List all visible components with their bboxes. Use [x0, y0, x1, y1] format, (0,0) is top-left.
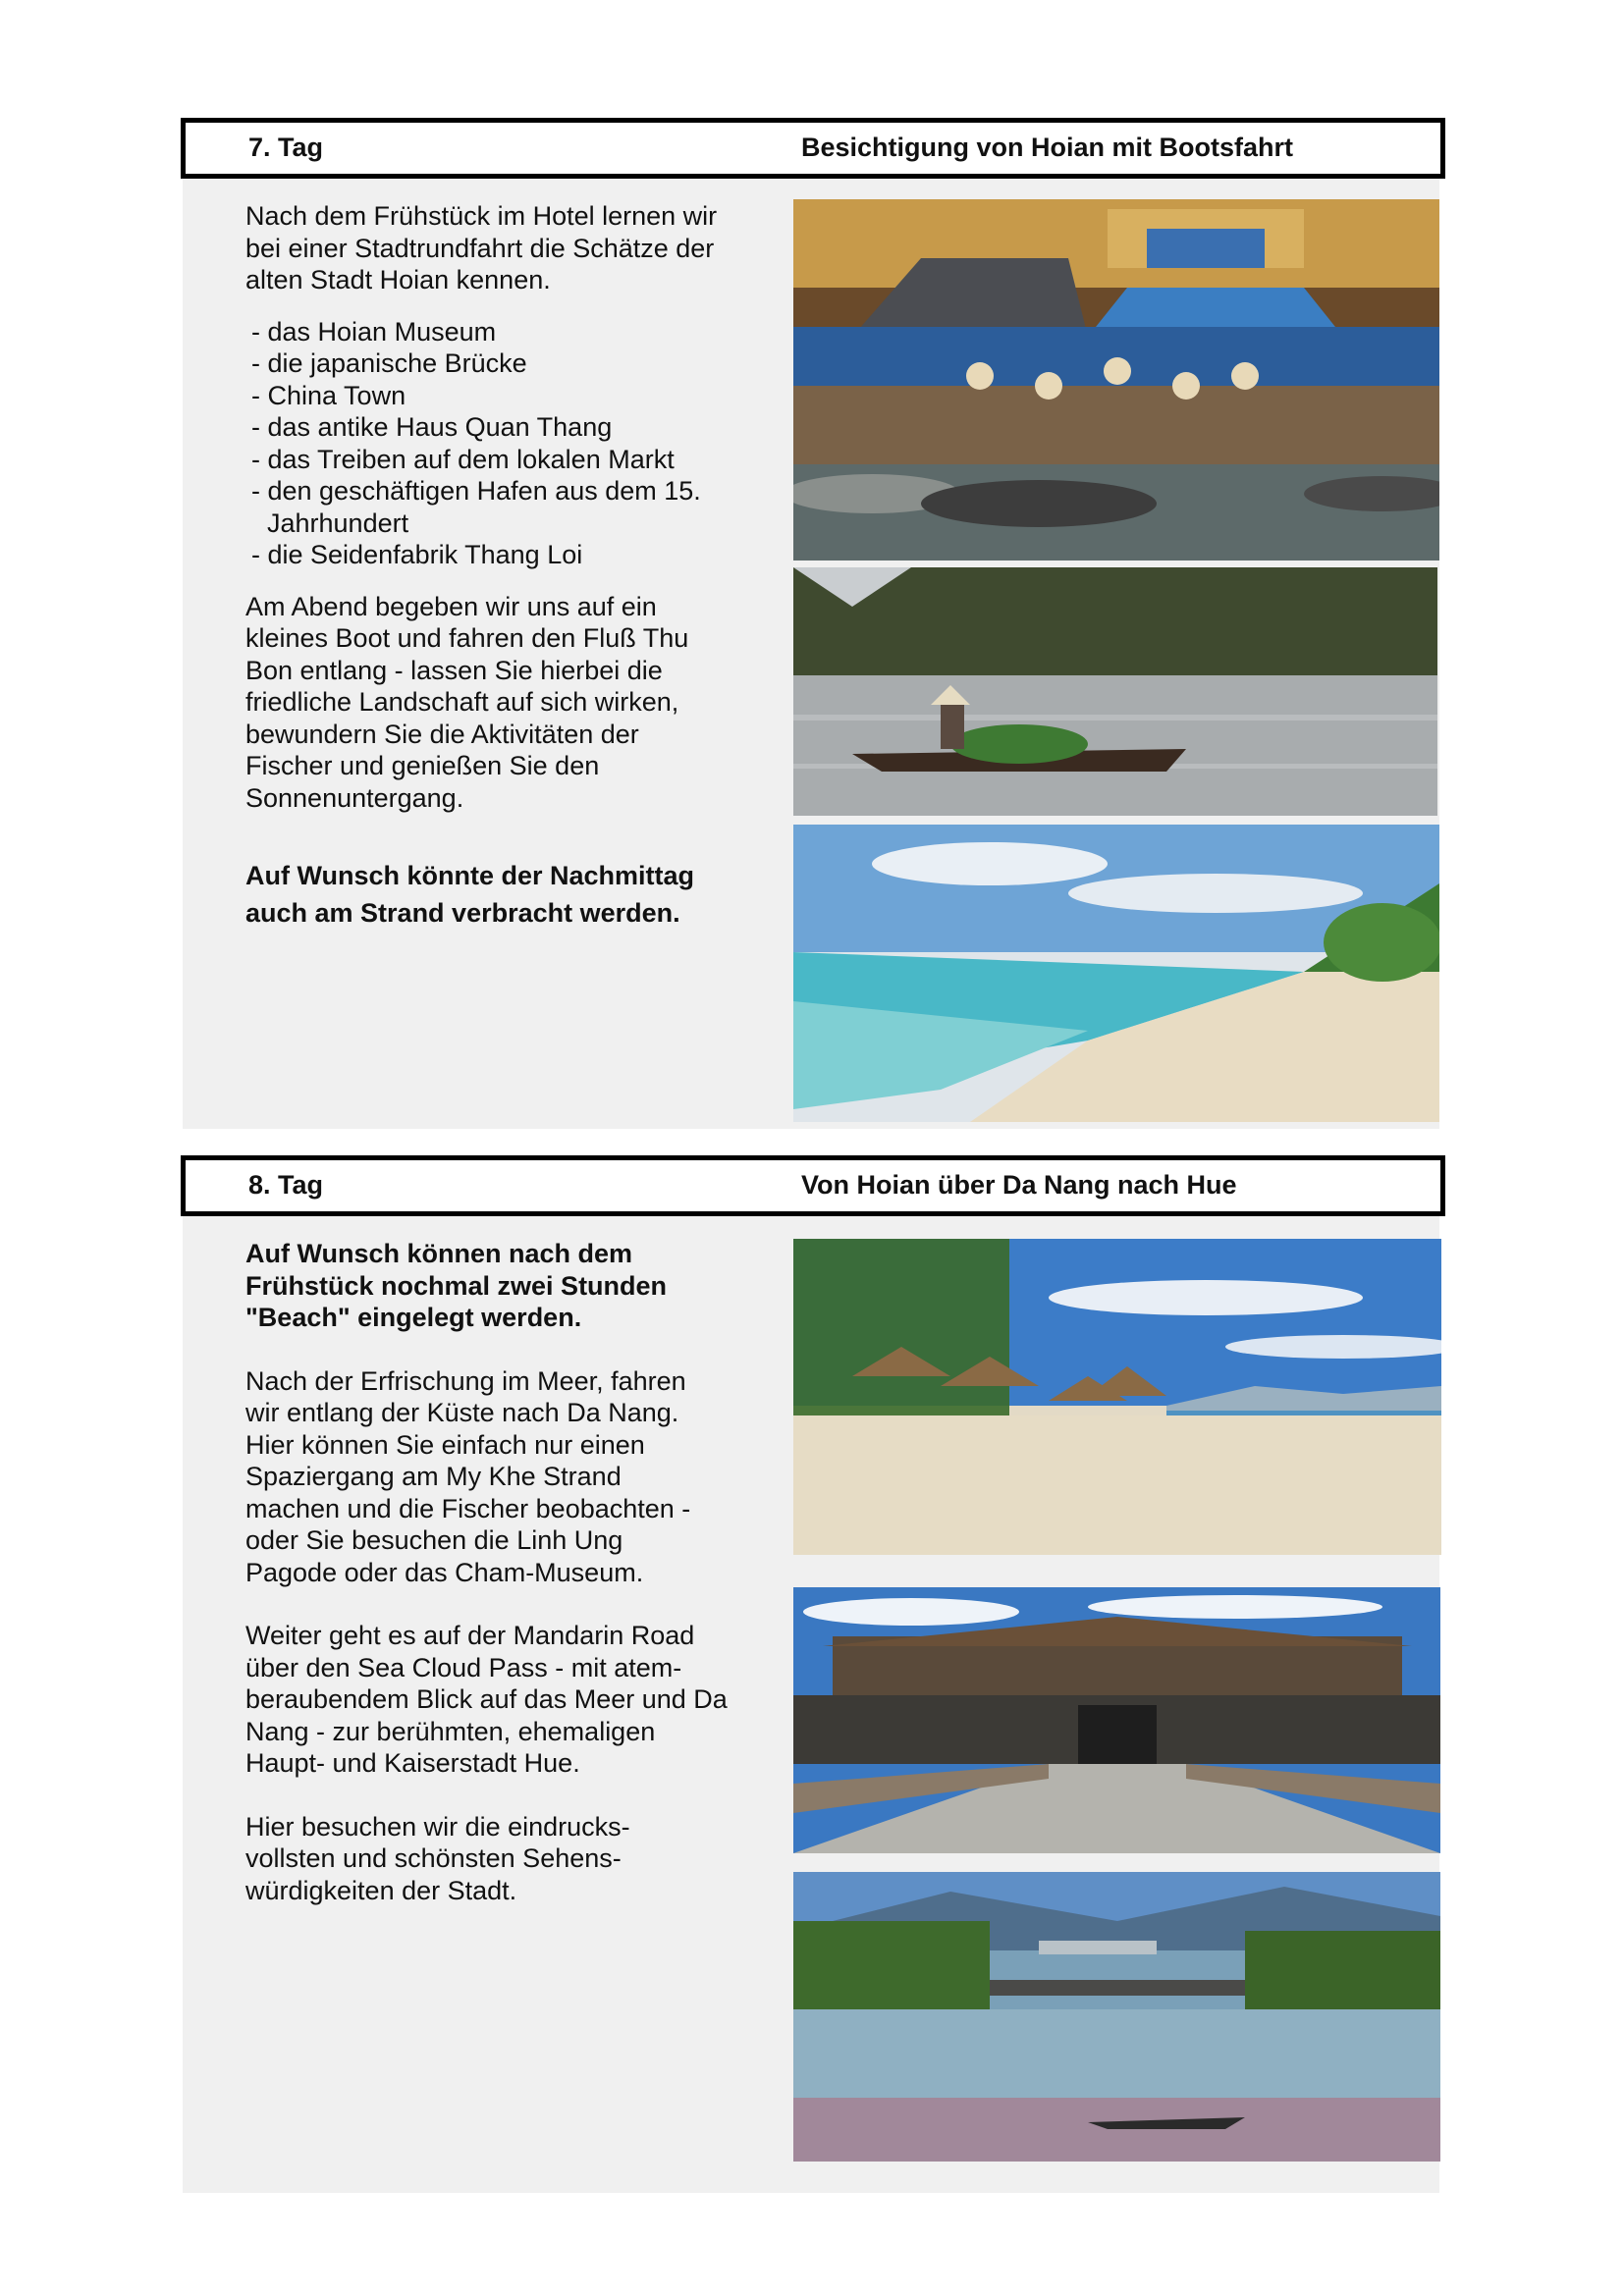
list-item: - das antike Haus Quan Thang: [251, 412, 613, 442]
list-item: - die Seidenfabrik Thang Loi: [251, 540, 583, 569]
river-boat-photo: [793, 567, 1437, 816]
day7-evening: Am Abend begeben wir uns auf ein kleines Boot und fahren den Fluß Thu Bon entlang - lassen Sie hierbei die friedliche Landschaft auf sich wirken, bewundern Sie die Aktivitäten der Fischer und genießen Sie den Sonnenuntergang.: [245, 591, 689, 813]
day7-sight-list: [245, 316, 756, 571]
beach-photo: [793, 825, 1439, 1122]
imperial-citadel-photo: [793, 1587, 1440, 1853]
market-photo: [793, 199, 1439, 561]
day8-label: 8. Tag: [248, 1170, 324, 1200]
day8-header: [181, 1155, 1445, 1216]
list-item: - das Hoian Museum: [251, 316, 497, 347]
day8-title: Von Hoian über Da Nang nach Hue: [801, 1170, 1237, 1200]
day8-optional-note: Auf Wunsch können nach dem Frühstück nochmal zwei Stunden "Beach" eingelegt werden.: [245, 1239, 668, 1332]
day8-paragraph-2: Weiter geht es auf der Mandarin Road über den Sea Cloud Pass - mit atem-beraubendem Blick auf das Meer und Da Nang - zur berühmten, ehemaligen Haupt- und Kaiserstadt Hue.: [245, 1621, 728, 1778]
day7-optional-note: Auf Wunsch könnte der Nachmittag auch am Strand verbracht werden.: [245, 861, 695, 928]
day8-text: [245, 1238, 756, 1906]
day8-paragraph-3: Hier besuchen wir die eindrucks-vollsten und schönsten Sehens-würdigkeiten der Stadt.: [245, 1811, 630, 1905]
list-item: - den geschäftigen Hafen aus dem 15. Jahrhundert: [251, 476, 701, 538]
list-item: - das Treiben auf dem lokalen Markt: [251, 444, 675, 474]
day7-header: [181, 118, 1445, 179]
day7-title: Besichtigung von Hoian mit Bootsfahrt: [801, 133, 1294, 162]
day8-paragraph-1: Nach der Erfrischung im Meer, fahren wir entlang der Küste nach Da Nang. Hier können Sie einfach nur einen Spaziergang am My Khe Strand machen und die Fischer beobachten - oder Sie besuchen die Linh Ung Pagode oder das Cham-Museum.: [245, 1365, 691, 1587]
perfume-river-photo: [793, 1872, 1440, 2162]
day7-label: 7. Tag: [248, 133, 324, 162]
list-item: - die japanische Brücke: [251, 348, 527, 378]
beach-umbrellas-photo: [793, 1239, 1441, 1555]
list-item: - China Town: [251, 380, 406, 410]
day7-intro: Nach dem Frühstück im Hotel lernen wir bei einer Stadtrundfahrt die Schätze der alten Stadt Hoian kennen.: [245, 201, 718, 294]
day7-text: [245, 200, 756, 932]
